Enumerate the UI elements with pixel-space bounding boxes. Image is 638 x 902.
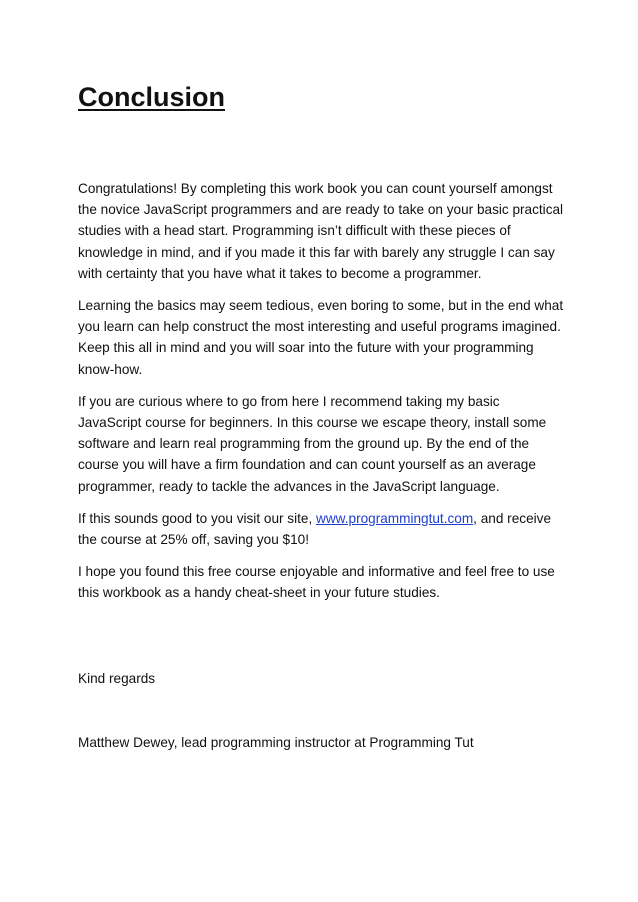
page-title: Conclusion: [78, 82, 225, 112]
paragraph-next-steps: If you are curious where to go from here I recommend taking my basic JavaScript course for beginners. In this course we escape theory, install some software and learn real programming from the ground up. By the end of the course you will have a firm foundation and can count yourself as an average programmer, ready to tackle the advances in the JavaScript language.: [78, 393, 547, 494]
paragraph-closing-note: I hope you found this free course enjoyable and informative and feel free to use this workbook as a handy cheat-sheet in your future studies.: [78, 564, 555, 601]
offer-text-before: If this sounds good to you visit our site,: [78, 510, 317, 526]
site-link[interactable]: www.programmingtut.com: [316, 510, 474, 526]
page-content: [78, 80, 564, 750]
closing-regards: Kind regards: [78, 671, 156, 686]
offer-text-after: , and receive the course at 25% off, saving you $10!: [78, 510, 552, 548]
paragraph-offer: [78, 508, 564, 550]
paragraph-learning-basics: Learning the basics may seem tedious, even boring to some, but in the end what you learn can help construct the most interesting and useful programs imagined. Keep this all in mind and you will soar into the future with your programming know-how.: [78, 298, 564, 377]
paragraph-congratulations: Congratulations! By completing this work book you can count yourself amongst the novice JavaScript programmers and are ready to take on your basic practical studies with a head start. Programming isn’t difficult with these pieces of knowledge in mind, and if you made it this far with barely any struggle I can say with certainty that you have what it takes to become a programmer.: [78, 181, 564, 281]
body-text: [78, 178, 564, 604]
signature-line: Matthew Dewey, lead programming instructor at Programming Tut: [78, 735, 474, 750]
